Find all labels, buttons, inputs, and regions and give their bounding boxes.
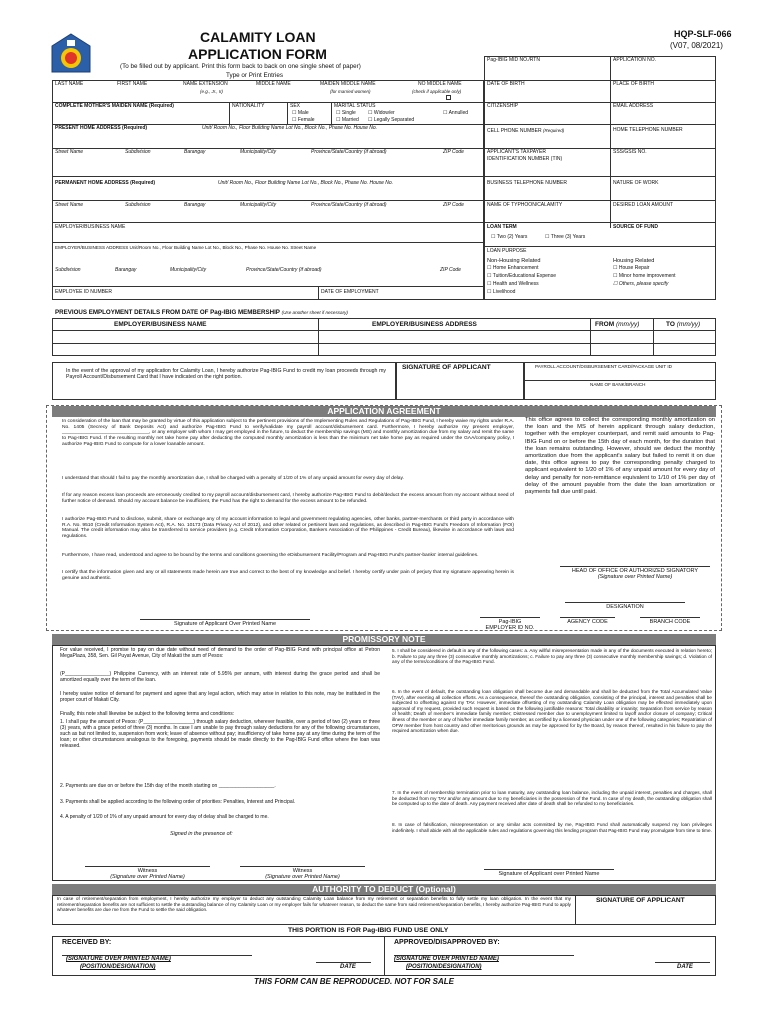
approved-date-label: DATE: [677, 964, 693, 970]
authority-to-deduct-header: AUTHORITY TO DEDUCT (Optional): [52, 884, 716, 895]
witness-2-signature[interactable]: Witness (Signature over Printed Name): [240, 866, 365, 881]
promissory-condition-3: 3. Payments shall be applied according to the following order of priorities: Penalties, Interest and Principal.: [60, 799, 296, 805]
promissory-condition-5: 5. I shall be considered in default in any of the following cases: a. Any willful misrepresentation made in any of the documents executed in relation hereto; b. Failure to pay any three (3) consecutive monthly amortizations; c. Failure to pay any three (3) consecutive monthly membership savings; d. Violation of any of the terms/conditions of the Pag-IBIG Fund.: [392, 648, 712, 665]
term-two-years-option[interactable]: ☐ Two (2) Years: [491, 234, 528, 240]
present-barangay-label: Barangay: [184, 149, 206, 155]
prev-employer-address-header: EMPLOYER/BUSINESS ADDRESS: [372, 321, 477, 328]
authority-text: In case of retirement/separation from employment, I hereby authorize my employer to deduct any outstanding Calamity Loan balance from my retirement or separation benefits to fully settle my loan obligation. In the event that my retirement/separation benefits are not sufficient to settle the outstanding balance of my Calamity Loan or my employer fails for whatever reason, to deduct the same from said retirement/separation benefits, I hereby authorize Pag-IBIG Fund to apply whatever benefits are due me from the Fund to settle the said obligation.: [57, 896, 571, 913]
form-title-line2: APPLICATION FORM: [188, 46, 327, 62]
promissory-line-2: (P________________) Philippine Currency, with an interest rate of 5.95% per annum, with interest during the grace period and shall be amortized equally over the term of the loan.: [60, 671, 380, 683]
form-version: (V07, 08/2021): [670, 41, 723, 50]
pagibig-logo: [50, 32, 92, 74]
mid-no-label: Pag-IBIG MID NO./RTN: [487, 57, 540, 63]
tin-label-2: IDENTIFICATION NUMBER (TIN): [487, 156, 563, 162]
middle-name-label: MIDDLE NAME: [256, 81, 291, 87]
employer-zip-label: ZIP Code: [440, 267, 461, 273]
marital-annulled-option[interactable]: ☐ Annulled: [443, 110, 469, 116]
employer-address-label: EMPLOYER/BUSINESS ADDRESS Unit/Room No., Floor Building Name Lot No., Block No., Phase No. House No. Street Name: [55, 245, 317, 250]
purpose-tuition[interactable]: ☐ Tuition/Educational Expense: [487, 273, 556, 279]
permanent-zip-label: ZIP Code: [443, 202, 464, 208]
promissory-line-1: For value received, I promise to pay on due date without need of demand to the order of Pag-IBIG Fund with principal office at Petron MegaPlaza, 358, Sen. Gil Puyat Avenue, City of Makati the sum of Pesos:: [60, 647, 380, 659]
marital-widow-option[interactable]: ☐ Widow/er: [368, 110, 395, 116]
purpose-health[interactable]: ☐ Health and Wellness: [487, 281, 539, 287]
form-code: HQP-SLF-066: [674, 29, 732, 39]
housing-label: Housing Related: [613, 258, 655, 264]
maiden-middle-label: MAIDEN MIDDLE NAME: [320, 81, 376, 87]
approval-authorization-text: In the event of the approval of my application for Calamity Loan, I hereby authorize Pag-IBIG Fund to credit my loan proceeds through my Payroll Account/Disbursement Card that I have indicated on the right portion.: [66, 368, 386, 381]
form-instructions-2: Type or Print Entries: [226, 72, 284, 79]
head-of-office-signature[interactable]: HEAD OF OFFICE OR AUTHORIZED SIGNATORY (Signature over Printed Name): [560, 566, 710, 581]
received-position-label: (POSITION/DESIGNATION): [80, 964, 156, 970]
approved-signature-label: (SIGNATURE OVER PRINTED NAME): [394, 956, 499, 962]
pagibig-employer-id[interactable]: Pag-IBIG EMPLOYER ID NO.: [480, 617, 540, 632]
form-instructions: (To be filled out by applicant. Print this form back to back on one single sheet of paper): [120, 63, 361, 70]
present-street-label: Street Name: [55, 149, 84, 155]
no-middle-label: NO MIDDLE NAME: [418, 81, 462, 87]
maiden-middle-note: (for married women): [330, 89, 371, 94]
agreement-paragraph-1: In consideration of the loan that may be granted by virtue of this application subject to the pertinent provisions of the Implementing Rules and Regulations of Pag-IBIG Fund, I hereby waive my rights under R.A. No. 1405 (Secrecy of Bank Deposits Act) and authorize Pag-IBIG Fund to verify/validate my payroll account/disbursement card. Furthermore, I hereby authorize my present employer, ________________________________, or any employer with whom I may get employed in the future, to deduct the membership savings (MS) and monthly amortization due from my salary and remit the same to Pag-IBIG Fund. If the resulting monthly net take home pay after deducting the computed monthly amortization is less than the minimum net take home pay as required under the GAA/company policy, I authorize Pag-IBIG Fund to compute for a lower loanable amount.: [62, 419, 514, 447]
present-province-label: Province/State/Country (if abroad): [311, 149, 387, 155]
permanent-barangay-label: Barangay: [184, 202, 206, 208]
applicant-signature-label: SIGNATURE OF APPLICANT: [402, 364, 491, 371]
no-middle-note: (check if applicable only): [412, 89, 462, 94]
present-municipality-label: Municipality/City: [240, 149, 277, 155]
witness-1-signature[interactable]: Witness (Signature over Printed Name): [85, 866, 210, 881]
promissory-note-header: PROMISSORY NOTE: [52, 634, 716, 645]
agreement-paragraph-2: I understand that should I fail to pay the monthly amortization due, I shall be charged with a penalty of 1/20 of 1% of any unpaid amount for every day of delay.: [62, 476, 404, 481]
marital-legsep-option[interactable]: ☐ Legally Separated: [368, 117, 415, 123]
sex-female-option[interactable]: ☐ Female: [292, 117, 315, 123]
form-title-line1: CALAMITY LOAN: [200, 29, 316, 45]
business-tel-label: BUSINESS TELEPHONE NUMBER: [487, 180, 567, 186]
employer-barangay-label: Barangay: [115, 267, 137, 273]
payroll-account-label: PAYROLL ACCOUNT/DISBURSEMENT CARD/PACKAGE UNIT ID: [535, 364, 672, 369]
approved-by-label: APPROVED/DISAPPROVED BY:: [394, 939, 500, 946]
form-footer: THIS FORM CAN BE REPRODUCED. NOT FOR SALE: [254, 977, 455, 986]
permanent-address-label: PERMANENT HOME ADDRESS (Required): [55, 180, 156, 186]
name-extension-note: (e.g., Jr., II): [200, 89, 223, 94]
approved-position-label: (POSITION/DESIGNATION): [406, 964, 482, 970]
agreement-paragraph-6: I certify that the information given and any or all statements made herein are true and correct to the best of my knowledge and belief. I hereby certify under pain of perjury that my signature appearing herein is genuine and authentic.: [62, 570, 514, 581]
promissory-condition-4: 4. A penalty of 1/20 of 1% of any unpaid amount for every day of delay shall be charged to me.: [60, 814, 269, 820]
marital-married-option[interactable]: ☐ Married: [336, 117, 359, 123]
present-subdivision-label: Subdivision: [125, 149, 151, 155]
agency-code[interactable]: AGENCY CODE: [560, 617, 615, 625]
home-tel-label: HOME TELEPHONE NUMBER: [613, 127, 683, 133]
received-date-line[interactable]: [316, 962, 371, 963]
no-middle-checkbox[interactable]: [446, 95, 451, 100]
approved-date-line[interactable]: [655, 962, 710, 963]
prev-to-header: TO (mm/yy): [666, 321, 701, 328]
nature-of-work-label: NATURE OF WORK: [613, 180, 659, 186]
received-by-label: RECEIVED BY:: [62, 939, 112, 946]
present-address-cols: Unit/ Room No., Floor Building Name Lot No., Block No., Phase No. House No.: [202, 125, 378, 131]
permanent-province-label: Province/State/Country (if abroad): [311, 202, 387, 208]
employer-subdivision-label: Subdivision: [55, 267, 81, 273]
promissory-condition-1: 1. I shall pay the amount of Pesos: (P__________________) through salary deduction, wherever feasible, over a period of two (2) years or three (3) years, with a grace period of three (3) months. In case I am unable to pay through salary deductions for any of the following circumstances, such as but not limited to, suspension from work; leave of absence without pay; insufficiency of take home pay at any time during the term of the loan; or other circumstances analogous to the foregoing, payments should be made directly to the Pag-IBIG Fund office where the loan was released.: [60, 719, 380, 750]
sss-label: SSS/GSIS NO.: [613, 149, 647, 155]
permanent-street-label: Street Name: [55, 202, 84, 208]
marital-status-label: MARITAL STATUS: [334, 103, 376, 109]
marital-single-option[interactable]: ☐ Single: [336, 110, 356, 116]
agreement-paragraph-3: If for any reason excess loan proceeds are erroneously credited to my payroll account/disbursement card, I hereby authorize Pag-IBIG Fund to debit/deduct the excess amount from my account without need of further notice of demand. Should my account balance be insufficient, the Fund has the right to demand for the excess amount to be refunded.: [62, 493, 514, 504]
presence-label: Signed in the presence of:: [170, 831, 233, 837]
promissory-line-3: I hereby waive notice of demand for payment and agree that any legal action, which may arise in relation to this note, may be instituted in the proper court of Makati City.: [60, 691, 380, 703]
promissory-condition-8: 8. In case of falsification, misrepresentation or any similar acts committed by me, Pag-IBIG Fund shall automatically suspend my loan privileges indefinitely. I shall abide with all the applicable rules and regulations governing this lending program that Pag-IBIG Fund may promulgate from time to time.: [392, 822, 712, 833]
mother-maiden-label: COMPLETE MOTHER'S MAIDEN NAME (Required): [55, 103, 174, 109]
citizenship-label: CITIZENSHIP: [487, 103, 519, 109]
source-of-fund-label: SOURCE OF FUND: [613, 224, 658, 230]
promissory-condition-7: 7. In the event of membership termination prior to loan maturity, any outstanding loan balance, including the unpaid interest, penalties and charges, shall be deducted from my TAV and/or any amount due to my beneficiaries in the possession of the Fund. In case of my death, the outstanding obligation shall be computed up to the date of death. Any payment received after date of death shall be refunded to my beneficiaries.: [392, 790, 712, 807]
employer-province-label: Province/State/Country (if abroad): [246, 267, 322, 273]
email-label: EMAIL ADDRESS: [613, 103, 654, 109]
application-no-label: APPLICATION NO.: [613, 57, 656, 63]
prev-employer-name-header: EMPLOYER/BUSINESS NAME: [114, 321, 207, 328]
permanent-subdivision-label: Subdivision: [125, 202, 151, 208]
application-agreement-header: APPLICATION AGREEMENT: [52, 406, 716, 417]
promissory-line-4: Finally, this note shall likewise be subject to the following terms and conditions:: [60, 711, 235, 717]
promissory-condition-6: 6. In the event of default, the outstanding loan obligation shall become due and demandable and shall be deducted from the Total Accumulated Value (TAV), after exerting all collection efforts. As a consequence, thereof the outstanding obligation, consisting of the principal, interest and penalties shall be subjected to offsetting against my TAV. However, immediate offsetting of my outstanding Calamity Loan obligation may be effected immediately upon approval of my request, provided such request is based on the following justifiable reasons: Total disability or insanity; Separation from service by reason of health; Death of member's immediate family member; Distressed member due to unemployment limited to layoff and/or closure of company; Critical illness of the member or any of his/her immediate family member, as certified by a licensed physician under one of the following categories; Repatriation of OFW member from host country and other meritorious grounds as may be approved for by the Board, by reason thereof, resulted in his failure to pay the required amortization when due.: [392, 689, 712, 734]
employee-id-label: EMPLOYEE ID NUMBER: [55, 289, 112, 295]
branch-code[interactable]: BRANCH CODE: [640, 617, 700, 625]
designation-line[interactable]: DESIGNATION: [565, 602, 685, 610]
employer-agreement-text: This office agrees to collect the corresponding monthly amortization on the loan and the MS of herein applicant through salary deduction, together with the employer counterpart, and remit said amounts to Pag-IBIG Fund on or before the 15th day of each month, for the duration that the loan remains outstanding. However, should we deduct the monthly amortization due from the applicant's salary but failed to remit it on due date, this office agrees to pay the corresponding penalty charged to applicant equivalent to 1/20 of 1% of any unpaid amount for every day of delay and penalty for non-remittance equivalent to 1/10 of 1% per day of delay of the amount payable from the date the loan amortization or payments fall due until paid.: [525, 417, 715, 496]
sex-male-option[interactable]: ☐ Male: [292, 110, 309, 116]
authority-signature-label[interactable]: SIGNATURE OF APPLICANT: [596, 897, 685, 904]
employer-municipality-label: Municipality/City: [170, 267, 207, 273]
cell-phone-label: CELL PHONE NUMBER (Required): [487, 128, 565, 134]
date-employment-label: DATE OF EMPLOYMENT: [321, 289, 379, 295]
loan-term-label: LOAN TERM: [487, 224, 517, 230]
loan-purpose-label: LOAN PURPOSE: [487, 248, 527, 254]
agreement-paragraph-5: Furthermore, I have read, understood and agree to be bound by the terms and conditions governing the eDisbursement Facility/Program and Pag-IBIG Fund's partner-banks' internal guidelines.: [62, 553, 479, 558]
term-three-years-option[interactable]: ☐ Three (3) Years: [545, 234, 586, 240]
purpose-minor-improvement[interactable]: ☐ Minor home improvement: [613, 273, 676, 279]
purpose-others[interactable]: ☐ Others, please specify: [613, 281, 669, 287]
employer-name-label: EMPLOYER/BUSINESS NAME: [55, 224, 126, 230]
promissory-condition-2: 2. Payments are due on or before the 15th day of the month starting on ____________________.: [60, 783, 276, 789]
prev-from-header: FROM (mm/yy): [595, 321, 640, 328]
non-housing-label: Non-Housing Related: [487, 258, 541, 264]
tin-label: APPLICANT'S TAXPAYER: [487, 149, 546, 155]
typhoon-label: NAME OF TYPHOON/CALAMITY: [487, 202, 563, 208]
first-name-label: FIRST NAME: [117, 81, 148, 87]
applicant-promissory-signature[interactable]: Signature of Applicant over Printed Name: [484, 869, 614, 877]
last-name-label: LAST NAME: [55, 81, 84, 87]
previous-employment-title: PREVIOUS EMPLOYMENT DETAILS FROM DATE OF Pag-IBIG MEMBERSHIP (Use another sheet if necessary): [55, 309, 348, 316]
desired-amount-label: DESIRED LOAN AMOUNT: [613, 202, 674, 208]
purpose-home-enhancement[interactable]: ☐ Home Enhancement: [487, 265, 539, 271]
purpose-livelihood[interactable]: ☐ Livelihood: [487, 289, 516, 295]
present-address-label: PRESENT HOME ADDRESS (Required): [55, 125, 148, 131]
purpose-house-repair[interactable]: ☐ House Repair: [613, 265, 650, 271]
permanent-municipality-label: Municipality/City: [240, 202, 277, 208]
present-zip-label: ZIP Code: [443, 149, 464, 155]
name-extension-label: NAME EXTENSION: [183, 81, 228, 87]
bank-branch-label: NAME OF BANK/BRANCH: [590, 382, 646, 387]
sex-label: SEX: [290, 103, 301, 109]
permanent-address-cols: Unit/ Room No., Floor Building Name Lot No., Block No., Phase No. House No.: [218, 180, 394, 186]
nationality-label: NATIONALITY: [232, 103, 265, 109]
applicant-agreement-signature[interactable]: Signature of Applicant Over Printed Name: [140, 619, 310, 627]
agreement-paragraph-4: I authorize Pag-IBIG Fund to disclose, submit, share or exchange any of my account information to legal and government regulating agencies, other banks, partner-merchants or third party in accordance with R.A. No. 9510 (Credit Information System Act), R.A. No. 10173 (Data Privacy Act of 2012), and other related or pertinent laws and regulations, as described in Pag-IBIG Fund's Freedom of Information (FOI) Manual. The credit information may also be transferred to service providers (e.g. Credit Information Corporation, Bankers Association of the Philippines - Credit Bureau), likewise in accordance with laws and regulations.: [62, 517, 514, 540]
place-of-birth-label: PLACE OF BIRTH: [613, 81, 655, 87]
date-of-birth-label: DATE OF BIRTH: [487, 81, 525, 87]
received-date-label: DATE: [340, 964, 356, 970]
fund-use-only-label: THIS PORTION IS FOR Pag-IBIG FUND USE ONLY: [288, 927, 449, 934]
received-signature-label: (SIGNATURE OVER PRINTED NAME): [66, 956, 171, 962]
